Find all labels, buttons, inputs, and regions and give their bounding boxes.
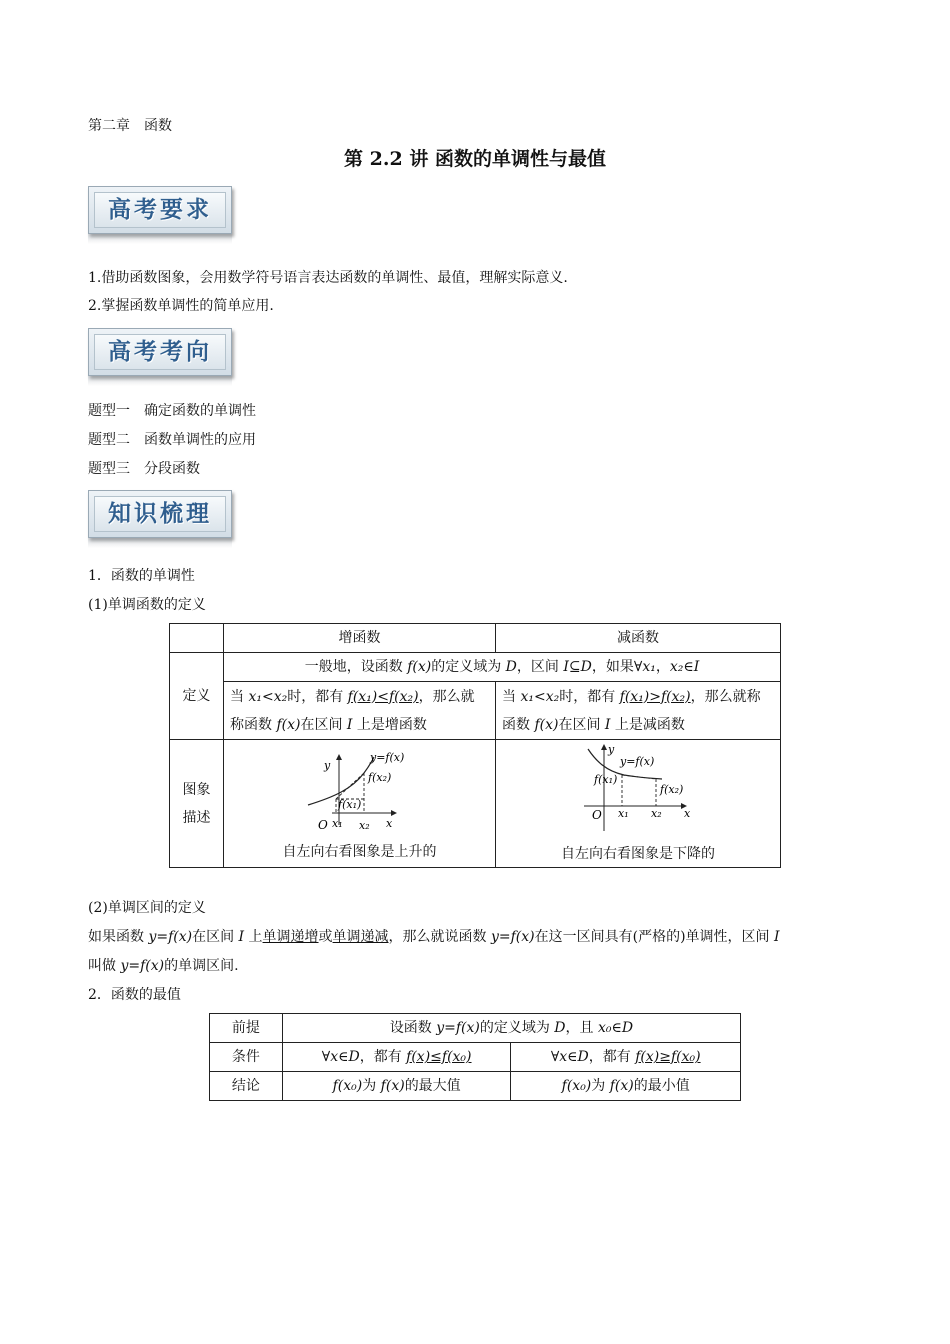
section1-heading: 1．函数的单调性 bbox=[88, 568, 195, 584]
header-increasing: 增函数 bbox=[224, 624, 496, 653]
increasing-caption: 自左向右看图象是上升的 bbox=[282, 843, 437, 860]
inc-origin-label: O bbox=[318, 817, 328, 832]
monotonic-table bbox=[169, 623, 781, 868]
inc-fx1-label: f(x₁) bbox=[338, 797, 362, 811]
decreasing-graph bbox=[496, 743, 780, 843]
inc-fx2-label: f(x₂) bbox=[368, 770, 392, 784]
increasing-inequality: f(x₁)<f(x₂) bbox=[347, 688, 419, 705]
dec-fx1-label: f(x₁) bbox=[594, 772, 618, 786]
inc-curve-label: y=f(x) bbox=[370, 750, 405, 764]
max-conclusion: f(x₀)为 f(x)的最大值 bbox=[282, 1072, 511, 1101]
requirement-1: 1.借助函数图象，会用数学符号语言表达函数的单调性、最值，理解实际意义. bbox=[88, 270, 568, 286]
banner-knowledge-label: 知识梳理 bbox=[94, 496, 226, 532]
interval-definition-line1: 如果函数 y=f(x)在区间 I 上单调递增或单调递减，那么就说函数 y=f(x)在这一区间具有(严格的)单调性，区间 I bbox=[88, 929, 780, 945]
row-label-conclusion: 结论 bbox=[210, 1072, 283, 1101]
banner-knowledge bbox=[88, 490, 232, 548]
interval-definition-line2: 叫做 y=f(x)的单调区间. bbox=[88, 958, 239, 974]
decreasing-graph-cell bbox=[496, 740, 781, 868]
decreasing-inequality: f(x₁)>f(x₂) bbox=[619, 688, 691, 705]
dec-x-label: x bbox=[684, 806, 691, 820]
row-label-graph: 图象 描述 bbox=[170, 740, 224, 868]
row-label-definition: 定义 bbox=[170, 653, 224, 740]
dec-curve-label: y=f(x) bbox=[620, 754, 655, 768]
row-label-condition: 条件 bbox=[210, 1043, 283, 1072]
header-decreasing: 减函数 bbox=[496, 624, 781, 653]
dec-x1-label: x₁ bbox=[618, 806, 629, 820]
decreasing-term: 单调递减 bbox=[332, 929, 389, 945]
increasing-term: 单调递增 bbox=[262, 929, 319, 945]
common-definition: 一般地，设函数 f(x)的定义域为 D，区间 I⊆D，如果∀x₁，x₂∈I bbox=[224, 653, 781, 682]
dec-x2-label: x₂ bbox=[651, 806, 662, 820]
inc-y-label: y bbox=[324, 758, 331, 772]
increasing-graph bbox=[224, 745, 495, 841]
table-corner bbox=[170, 624, 224, 653]
min-conclusion: f(x₀)为 f(x)的最小值 bbox=[511, 1072, 741, 1101]
decreasing-definition: 当 x₁<x₂时，都有 f(x₁)>f(x₂)，那么就称 函数 f(x)在区间 I 上是减函数 bbox=[496, 682, 781, 740]
increasing-definition: 当 x₁<x₂时，都有 f(x₁)<f(x₂)，那么就 称函数 f(x)在区间 I 上是增函数 bbox=[224, 682, 496, 740]
dec-origin-label: O bbox=[592, 807, 602, 822]
extreme-value-table bbox=[209, 1013, 741, 1101]
section2-heading: 2．函数的最值 bbox=[88, 987, 181, 1003]
banner-requirements-label: 高考要求 bbox=[94, 192, 226, 228]
inc-x1-label: x₁ bbox=[332, 816, 343, 830]
dec-fx2-label: f(x₂) bbox=[660, 782, 684, 796]
banner-direction bbox=[88, 328, 232, 386]
decreasing-caption: 自左向右看图象是下降的 bbox=[561, 845, 715, 862]
min-condition: ∀x∈D，都有 f(x)≥f(x₀) bbox=[511, 1043, 741, 1072]
question-type-2: 题型二 函数单调性的应用 bbox=[88, 432, 256, 448]
increasing-graph-cell bbox=[224, 740, 496, 868]
row-label-premise: 前提 bbox=[210, 1014, 283, 1043]
premise-text: 设函数 y=f(x)的定义域为 D，且 x₀∈D bbox=[282, 1014, 740, 1043]
banner-requirements bbox=[88, 186, 232, 244]
page-title: 第 2.2 讲 函数的单调性与最值 bbox=[344, 148, 606, 170]
dec-y-label: y bbox=[608, 742, 615, 756]
inc-x-label: x bbox=[386, 816, 393, 830]
banner-direction-label: 高考考向 bbox=[94, 334, 226, 370]
section1-sub2: (2)单调区间的定义 bbox=[88, 900, 206, 916]
max-condition: ∀x∈D，都有 f(x)≤f(x₀) bbox=[282, 1043, 511, 1072]
question-type-1: 题型一 确定函数的单调性 bbox=[88, 403, 256, 419]
inc-x2-label: x₂ bbox=[359, 818, 370, 832]
chapter-label: 第二章 函数 bbox=[88, 118, 172, 134]
question-type-3: 题型三 分段函数 bbox=[88, 461, 200, 477]
section1-sub1: (1)单调函数的定义 bbox=[88, 597, 206, 613]
requirement-2: 2.掌握函数单调性的简单应用. bbox=[88, 298, 274, 314]
